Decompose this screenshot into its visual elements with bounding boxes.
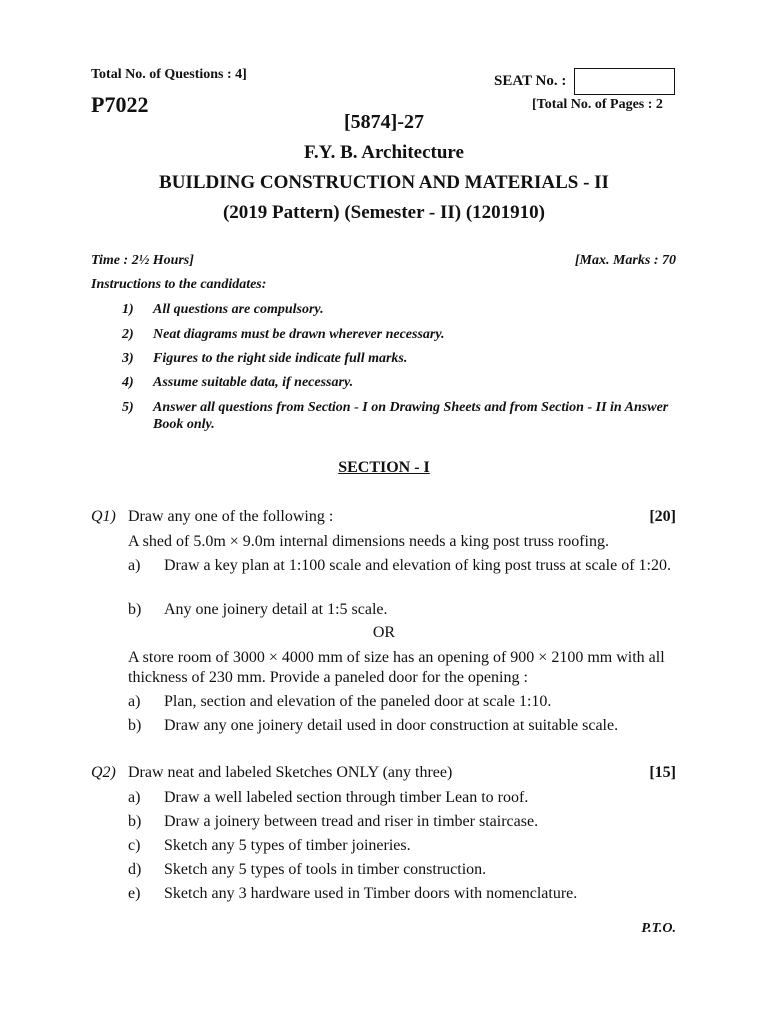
item-label: b) bbox=[128, 717, 142, 734]
question-marks: [15] bbox=[649, 764, 676, 781]
question-marks: [20] bbox=[649, 508, 676, 525]
item-text: Draw any one joinery detail used in door construction at suitable scale. bbox=[164, 717, 619, 734]
item-text: Draw a well labeled section through timber Lean to roof. bbox=[164, 789, 529, 806]
course-title: F.Y. B. Architecture bbox=[304, 142, 464, 163]
item-label: b) bbox=[128, 601, 142, 618]
item-label: b) bbox=[128, 813, 142, 830]
item-text: Sketch any 5 types of tools in timber construction. bbox=[164, 861, 487, 878]
pattern-line: (2019 Pattern) (Semester - II) (1201910) bbox=[222, 202, 546, 223]
or-separator: OR bbox=[372, 624, 396, 641]
instruction-text: Assume suitable data, if necessary. bbox=[153, 375, 354, 390]
paper-code: P7022 bbox=[91, 92, 149, 117]
instruction-number: 1) bbox=[122, 302, 134, 317]
instruction-number: 5) bbox=[122, 400, 134, 415]
subject-title: BUILDING CONSTRUCTION AND MATERIALS - II bbox=[159, 172, 609, 193]
item-text: Sketch any 3 hardware used in Timber doors with nomenclature. bbox=[164, 885, 578, 902]
item-label: d) bbox=[128, 861, 142, 878]
total-pages: [Total No. of Pages : 2 bbox=[532, 97, 663, 112]
item-text: Draw a joinery between tread and riser in timber staircase. bbox=[164, 813, 539, 830]
item-text: Sketch any 5 types of timber joineries. bbox=[164, 837, 411, 854]
question-1-paragraph-1: A shed of 5.0m × 9.0m internal dimensions needs a king post truss roofing. bbox=[128, 533, 609, 550]
section-title: SECTION - I bbox=[338, 459, 430, 476]
question-number: Q1) bbox=[91, 508, 116, 525]
total-questions: Total No. of Questions : 4] bbox=[91, 67, 247, 82]
item-label: a) bbox=[128, 789, 141, 806]
seat-label: SEAT No. : bbox=[494, 73, 567, 89]
item-text: Draw a key plan at 1:100 scale and elevation of king post truss at scale of 1:20. bbox=[164, 557, 671, 574]
question-title: Draw any one of the following : bbox=[128, 508, 334, 525]
instruction-text: Figures to the right side indicate full marks. bbox=[153, 351, 408, 366]
instructions-heading: Instructions to the candidates: bbox=[91, 277, 267, 292]
instruction-number: 2) bbox=[122, 327, 134, 342]
item-text: Plan, section and elevation of the paneled door at scale 1:10. bbox=[164, 693, 552, 710]
question-1-paragraph-2: A store room of 3000 × 4000 mm of size has an opening of 900 × 2100 mm with all thickness of 230 mm. Provide a paneled door for the opening : bbox=[128, 649, 665, 686]
item-label: a) bbox=[128, 557, 141, 574]
item-label: e) bbox=[128, 885, 141, 902]
item-text: Any one joinery detail at 1:5 scale. bbox=[164, 601, 388, 618]
item-label: a) bbox=[128, 693, 141, 710]
exam-code: [5874]-27 bbox=[344, 111, 424, 133]
instruction-number: 3) bbox=[122, 351, 134, 366]
instruction-number: 4) bbox=[122, 375, 134, 390]
pto-marker: P.T.O. bbox=[641, 921, 676, 936]
question-number: Q2) bbox=[91, 764, 116, 781]
item-label: c) bbox=[128, 837, 141, 854]
instruction-text: All questions are compulsory. bbox=[153, 302, 324, 317]
seat-number-box[interactable] bbox=[574, 68, 675, 95]
question-title: Draw neat and labeled Sketches ONLY (any three) bbox=[128, 764, 453, 781]
exam-time: Time : 2½ Hours] bbox=[91, 253, 194, 268]
instruction-text: Neat diagrams must be drawn wherever necessary. bbox=[153, 327, 445, 342]
max-marks: [Max. Marks : 70 bbox=[574, 253, 676, 268]
instruction-text: Answer all questions from Section - I on Drawing Sheets and from Section - II in Answer Book only. bbox=[153, 400, 669, 432]
